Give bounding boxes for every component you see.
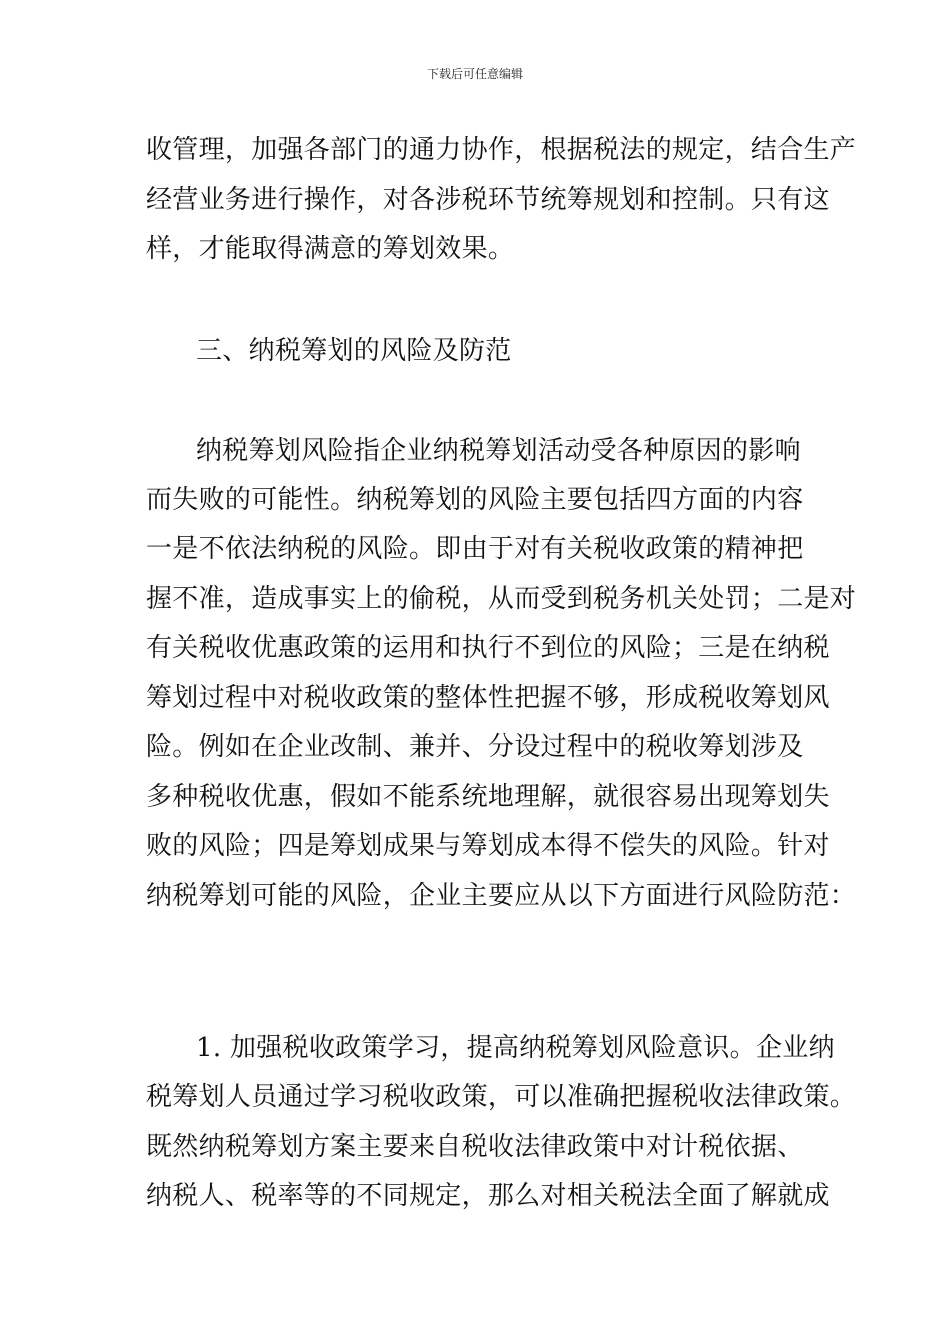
paragraph-3-line: 税筹划人员通过学习税收政策，可以准确把握税收法律政策。	[146, 1082, 857, 1112]
paragraph-3-line: 1. 加强税收政策学习，提高纳税筹划风险意识。企业纳	[196, 1033, 835, 1063]
paragraph-2-line: 而失败的可能性。纳税筹划的风险主要包括四方面的内容	[146, 485, 804, 515]
paragraph-3-line: 既然纳税筹划方案主要来自税收法律政策中对计税依据、	[146, 1132, 804, 1162]
paragraph-2-line: 险。例如在企业改制、兼并、分设过程中的税收筹划涉及	[146, 732, 804, 762]
paragraph-1-line: 收管理，加强各部门的通力协作，根据税法的规定，结合生产	[146, 135, 857, 165]
section-heading: 三、纳税筹划的风险及防范	[196, 336, 512, 366]
paragraph-2-line: 筹划过程中对税收政策的整体性把握不够，形成税收筹划风	[146, 683, 830, 713]
paragraph-1-line: 经营业务进行操作，对各涉税环节统筹规划和控制。只有这	[146, 185, 830, 215]
paragraph-2-line: 败的风险；四是筹划成果与筹划成本得不偿失的风险。针对	[146, 831, 830, 861]
page-header: 下载后可任意编辑	[426, 67, 523, 81]
paragraph-2-line: 握不准，造成事实上的偷税，从而受到税务机关处罚；二是对	[146, 584, 857, 614]
paragraph-1-line: 样，才能取得满意的筹划效果。	[146, 234, 515, 264]
paragraph-2-line: 纳税筹划风险指企业纳税筹划活动受各种原因的影响	[196, 436, 801, 466]
paragraph-2-line: 一是不依法纳税的风险。即由于对有关税收政策的精神把	[146, 534, 804, 564]
paragraph-3-line: 纳税人、税率等的不同规定，那么对相关税法全面了解就成	[146, 1181, 830, 1211]
paragraph-2-line: 多种税收优惠，假如不能系统地理解，就很容易出现筹划失	[146, 782, 830, 812]
paragraph-2-line: 有关税收优惠政策的运用和执行不到位的风险；三是在纳税	[146, 633, 830, 663]
paragraph-2-line: 纳税筹划可能的风险，企业主要应从以下方面进行风险防范：	[146, 881, 857, 911]
